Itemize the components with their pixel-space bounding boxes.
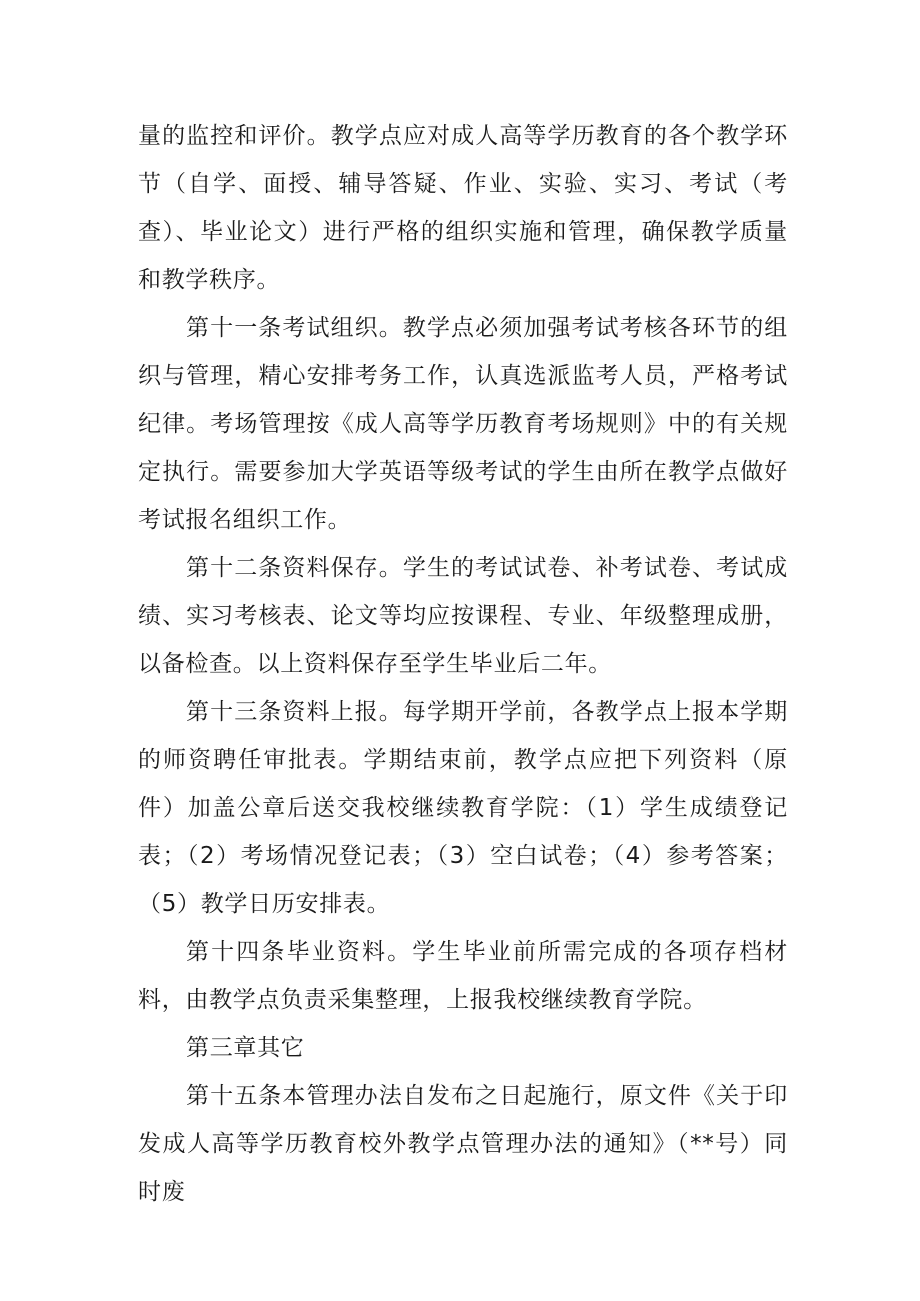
paragraph-article-14: 第十四条毕业资料。学生毕业前所需完成的各项存档材料，由教学点负责采集整理，上报我校继续教育学院。 [138,939,788,1013]
paragraph-article-11: 第十一条考试组织。教学点必须加强考试考核各环节的组织与管理，精心安排考务工作，认真选派监考人员，严格考试纪律。考场管理按《成人高等学历教育考场规则》中的有关规定执行。需要参加大学英语等级考试的学生由所在教学点做好考试报名组织工作。 [138,315,788,533]
chapter-heading: 第三章其它 [186,1035,305,1061]
document-page [138,112,788,1216]
paragraph-continuation: 量的监控和评价。教学点应对成人高等学历教育的各个教学环节（自学、面授、辅导答疑、作业、实验、实习、考试（考查）、毕业论文）进行严格的组织实施和管理，确保教学质量和教学秩序。 [138,123,788,293]
paragraph-article-12: 第十二条资料保存。学生的考试试卷、补考试卷、考试成绩、实习考核表、论文等均应按课程、专业、年级整理成册，以备检查。以上资料保存至学生毕业后二年。 [138,555,788,677]
paragraph-article-15: 第十五条本管理办法自发布之日起施行，原文件《关于印发成人高等学历教育校外教学点管理办法的通知》（**号）同时废 [138,1083,788,1205]
paragraph-article-13: 第十三条资料上报。每学期开学前，各教学点上报本学期的师资聘任审批表。学期结束前，教学点应把下列资料（原件）加盖公章后送交我校继续教育学院：（1）学生成绩登记表；（2）考场情况登记表；（3）空白试卷；（4）参考答案；（5）教学日历安排表。 [138,699,788,917]
